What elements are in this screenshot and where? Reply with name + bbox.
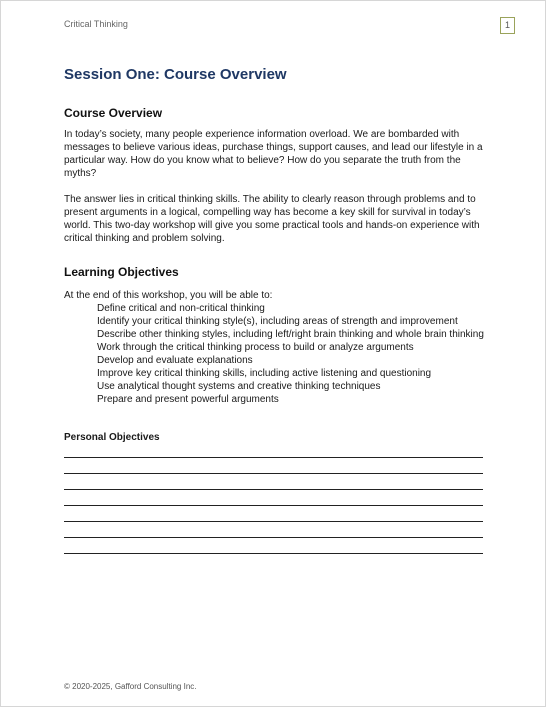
writing-line [64, 457, 483, 458]
objective-item: Prepare and present powerful arguments [97, 394, 279, 405]
session-title: Session One: Course Overview [64, 66, 287, 83]
page-number-box: 1 [500, 17, 515, 34]
objective-item: Improve key critical thinking skills, including active listening and questioning [97, 368, 432, 379]
overview-paragraph-1: In today’s society, many people experience information overload. We are bombarded with messages to believe various ideas, purchase things, support causes, and lead our lifestyle in a particular way. How do you know what to believe? How do you separate the truth from the myths? [64, 129, 483, 179]
course-overview-heading: Course Overview [64, 106, 163, 120]
writing-line [64, 521, 483, 522]
objective-item: Use analytical thought systems and creative thinking techniques [97, 381, 381, 392]
objective-item: Work through the critical thinking process to build or analyze arguments [97, 342, 414, 353]
objective-item: Define critical and non-critical thinking [97, 303, 265, 314]
writing-line [64, 505, 483, 506]
writing-line [64, 537, 483, 538]
writing-line [64, 489, 483, 490]
overview-paragraph-2: The answer lies in critical thinking skills. The ability to clearly reason through problems and to present arguments in a logical, compelling way has become a key skill for survival in today’s world. This two-day workshop will give you some practical tools and hands-on experience with critical thinking and problem solving. [64, 194, 480, 244]
running-header: Critical Thinking [64, 19, 128, 29]
objective-item: Describe other thinking styles, including left/right brain thinking and whole brain thinking [97, 329, 484, 340]
learning-objectives-heading: Learning Objectives [64, 265, 179, 279]
objectives-list [97, 302, 487, 406]
personal-objectives-heading: Personal Objectives [64, 432, 160, 443]
personal-objectives-lines [64, 457, 483, 569]
writing-line [64, 473, 483, 474]
copyright-footer: © 2020-2025, Gafford Consulting Inc. [64, 682, 197, 691]
objective-item: Identify your critical thinking style(s), including areas of strength and improvement [97, 316, 458, 327]
objectives-lead: At the end of this workshop, you will be able to: [64, 290, 273, 301]
writing-line [64, 553, 483, 554]
objective-item: Develop and evaluate explanations [97, 355, 253, 366]
